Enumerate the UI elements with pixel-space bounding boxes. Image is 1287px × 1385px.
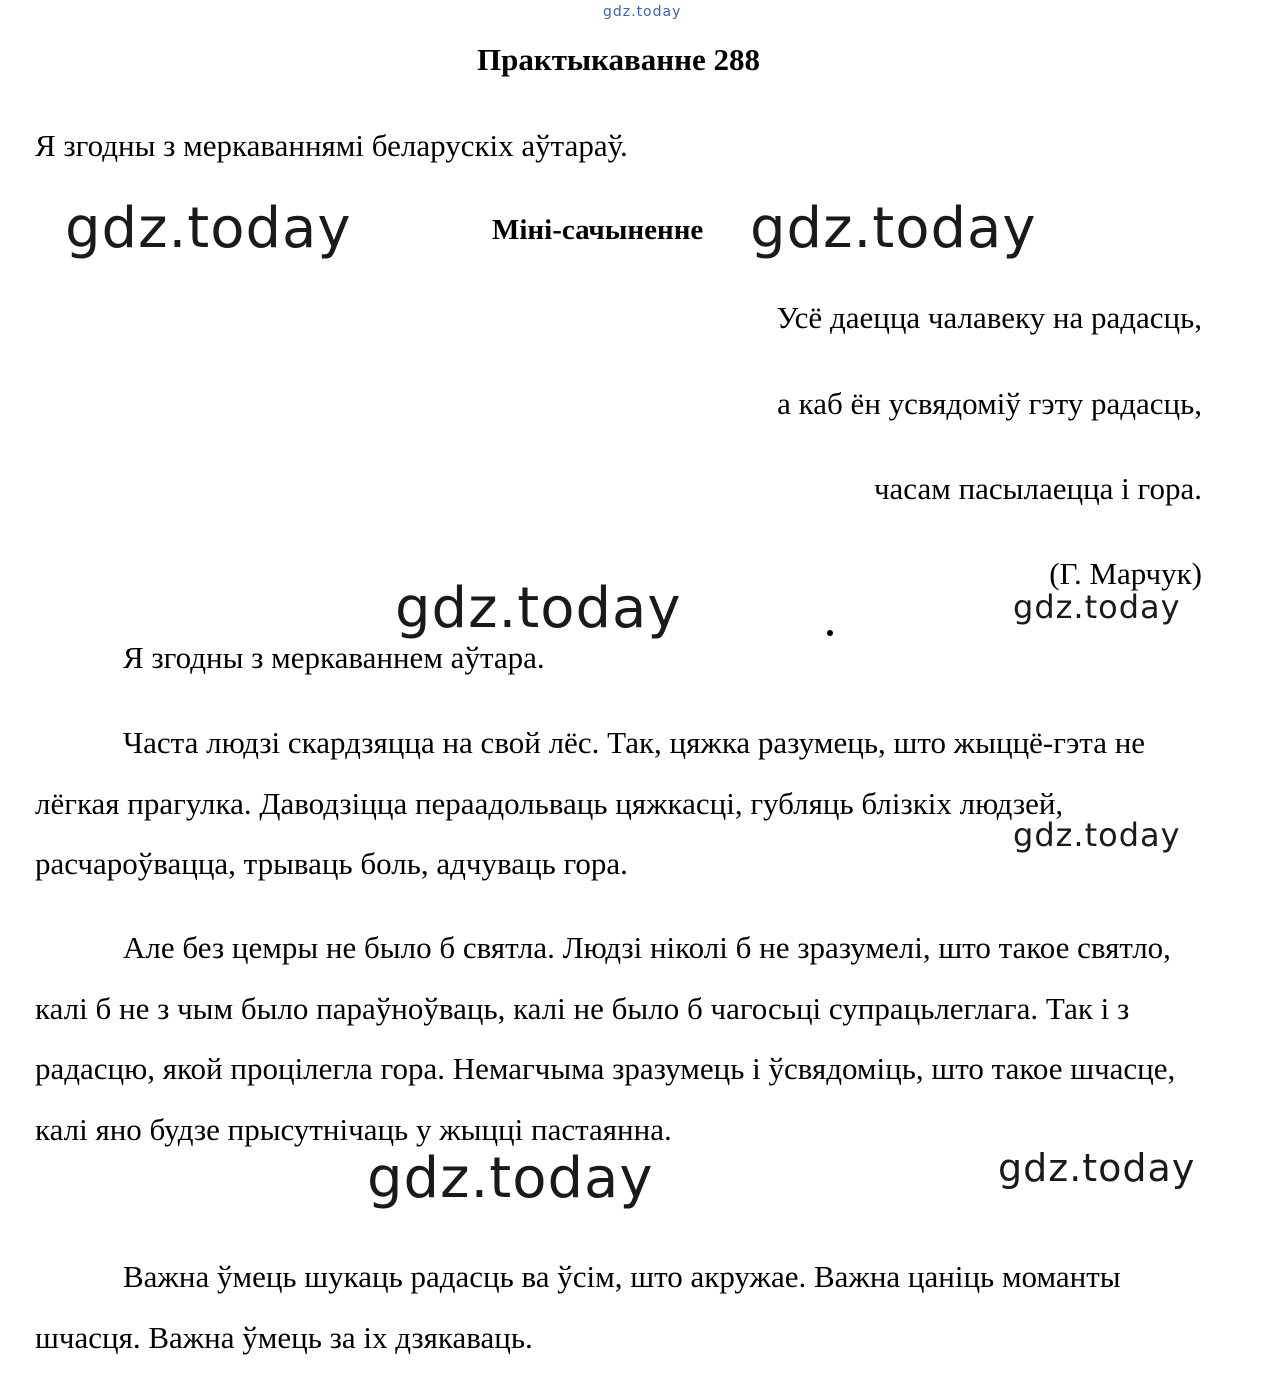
page-title: Практыкаванне 288 (476, 42, 760, 77)
watermark-top: gdz.today (603, 4, 682, 20)
watermark-author: gdz.today (1013, 588, 1181, 626)
epigraph-line-3: часам пасылаецца і гора. (873, 471, 1202, 506)
paragraph-4: Важна ўмець шукаць радасць ва ўсім, што акружае. Важна цаніць моманты шчасця. Важна ўмець за іх дзякаваць. (35, 1259, 1121, 1355)
intro-line: Я згодны з меркаваннямі беларускіх аўтараў. (35, 128, 628, 163)
watermark-subtitle: gdz.today (750, 196, 1037, 261)
epigraph-author: (Г. Марчук) (1049, 556, 1202, 591)
paragraph-2: Часта людзі скардзяцца на свой лёс. Так, цяжка разумець, што жыццё-гэта не лёгкая прагулка. Даводзіцца пераадольваць цяжкасці, губляць блізкіх людзей, расчароўвацца, трываць боль, адчуваць гора. (35, 725, 1146, 881)
paragraph-1: Я згодны з меркаваннем аўтара. (123, 640, 545, 675)
watermark-paragraph-3: gdz.today (367, 1146, 654, 1211)
epigraph-line-2: а каб ён усвядоміў гэту радасць, (777, 386, 1202, 421)
paragraph-3: Але без цемры не было б святла. Людзі ніколі б не зразумелі, што такое святло, калі б не з чым было параўноўваць, калі не было б чагосьці супрацьлеглага. Так і з радасцю, якой процілегла гора. Немагчыма зразумець і ўсвядоміць, што такое шчасце, калі яно будзе прысутнічаць у жыцці пастаянна. (35, 930, 1176, 1147)
epigraph-line-1: Усё даецца чалавеку на радасць, (776, 300, 1202, 335)
watermark-paragraph-3-right: gdz.today (998, 1146, 1196, 1190)
watermark-middle: gdz.today (395, 576, 682, 641)
watermark-left: gdz.today (65, 196, 352, 261)
watermark-paragraph-2: gdz.today (1013, 816, 1181, 854)
section-subtitle: Міні-сачыненне (492, 214, 704, 246)
